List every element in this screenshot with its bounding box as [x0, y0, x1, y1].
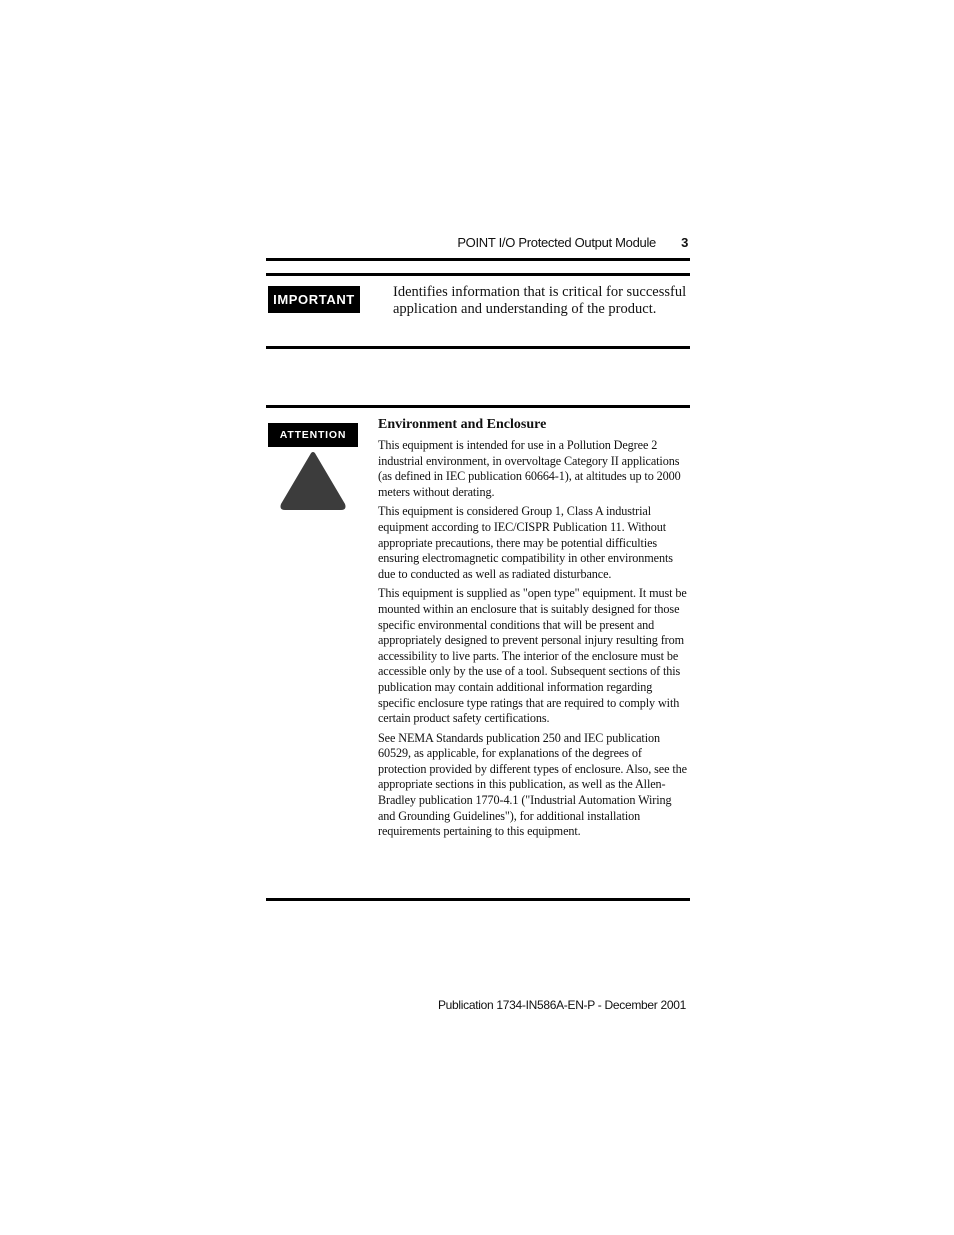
attention-bottom-rule: [266, 898, 690, 901]
running-header: [266, 234, 690, 252]
important-label: IMPORTANT: [268, 286, 360, 313]
page-number: 3: [681, 235, 688, 250]
important-top-rule: [266, 273, 690, 276]
important-text: Identifies information that is critical for successful application and understanding of the product.: [393, 284, 687, 317]
warning-triangle-shape: [281, 452, 346, 510]
publication-footer: Publication 1734-IN586A-EN-P - December 2001: [437, 998, 686, 1012]
attention-body: [378, 416, 690, 844]
attention-title: Environment and Enclosure: [378, 417, 547, 432]
attention-paragraph: See NEMA Standards publication 250 and IEC publication 60529, as applicable, for explanations of the degrees of protection provided by different types of enclosure. Also, see the appropriate sections in this publication, as well as the Allen-Bradley publication 1770-4.1 ("Industrial Automation Wiring and Grounding Guidelines"), for additional installation requirements pertaining to this equipment.: [378, 730, 687, 839]
warning-triangle-icon: [278, 449, 348, 513]
header-title: POINT I/O Protected Output Module: [457, 235, 656, 250]
header-rule: [266, 258, 690, 261]
attention-paragraph: This equipment is considered Group 1, Class A industrial equipment according to IEC/CISPR Publication 11. Without appropriate precautions, there may be potential difficulties ensuring electromagnetic compatibility in other environments due to conducted as well as radiated disturbance.: [378, 504, 673, 581]
attention-paragraph: This equipment is supplied as "open type" equipment. It must be mounted within an enclosure that is suitably designed for those specific environmental conditions that will be present and appropriately designed to prevent personal injury resulting from accessibility to live parts. The interior of the enclosure must be accessible only by the use of a tool. Subsequent sections of this publication may contain additional information regarding specific enclosure type ratings that are required to comply with certain product safety certifications.: [378, 586, 687, 726]
attention-top-rule: [266, 405, 690, 408]
important-bottom-rule: [266, 346, 690, 349]
attention-paragraph: This equipment is intended for use in a Pollution Degree 2 industrial environment, in overvoltage Category II applications (as defined in IEC publication 60664-1), at altitudes up to 2000 meters without derating.: [378, 438, 681, 499]
attention-label: ATTENTION: [268, 423, 358, 447]
